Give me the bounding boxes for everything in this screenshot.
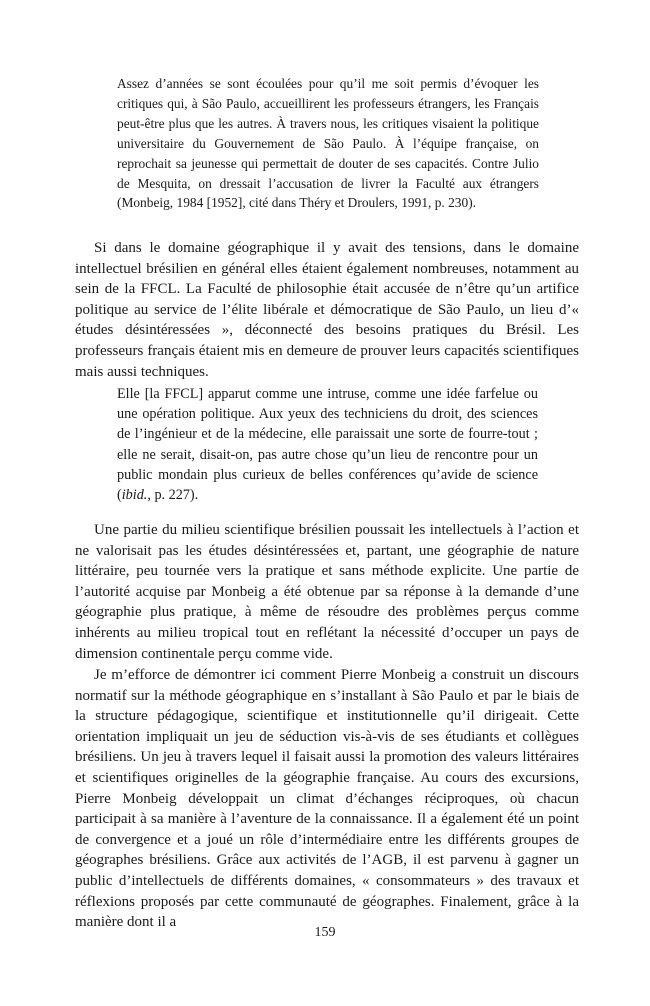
block-quote-ffcl-citation: , p. 227). bbox=[147, 487, 199, 504]
paragraph-tensions: Si dans le domaine géographique il y avait des tensions, dans le domaine intellectuel brésilien en général elles étaient également nombreuses, notamment au sein de la FFCL. La Faculté de philosophie était accusée de n’être qu’un artifice politique au service de l’élite libérale et démocratique de São Paulo, un lieu d’« études désintéressées », déconnecté des besoins pratiques du Brésil. Les professeurs français étaient mis en demeure de prouver leurs capacités scientifiques mais aussi techniques. bbox=[75, 240, 579, 380]
block-quote-monbeig: Assez d’années se sont écoulées pour qu’il me soit permis d’évoquer les critiques qui, à São Paulo, accueillirent les professeurs étrangers, les Français peut-être plus que les autres. À travers nous, les critiques visaient la politique universitaire du Gouvernement de São Paulo. À l’équipe française, on reprochait sa jeunesse qui permettait de douter de ses capacités. Contre Julio de Mesquita, on dressait l’accusation de livrer la Faculté aux étrangers (Monbeig, 1984 [1952], cité dans Théry et Droulers, 1991, p. 230). bbox=[117, 76, 539, 211]
block-quote-ffcl bbox=[117, 384, 538, 505]
block-quote-ffcl-text: Elle [la FFCL] apparut comme une intruse, comme une idée farfelue ou une opération politique. Aux yeux des techniciens du droit, des sciences de l’ingénieur et de la médecine, elle paraissait une sorte de fourre-tout ; elle ne serait, disait-on, pas autre chose qu’un lieu de rencontre pour un public mondain plus curieux de belles conférences qu’avide de science ( bbox=[117, 386, 538, 504]
page-number: 159 bbox=[314, 925, 336, 940]
paragraph-milieu-scientifique: Une partie du milieu scientifique brésilien poussait les intellectuels à l’action et ne valorisait pas les études désintéressées et, partant, une géographie de nature littéraire, peu tournée vers la pratique et sans méthode explicite. Une partie de l’autorité acquise par Monbeig a été obtenue par sa réponse à la demande d’une géographie plus pratique, à même de résoudre des problèmes perçus comme inhérents au milieu tropical tout en reflétant la nécessité d’occuper un pays de dimension continentale perçu comme vide. bbox=[75, 522, 579, 662]
paragraph-monbeig-methode: Je m’efforce de démontrer ici comment Pierre Monbeig a construit un discours normatif sur la méthode géographique en s’installant à São Paulo et par le biais de la structure pédagogique, scientifique et institutionnelle qu’il dirigeait. Cette orientation impliquait un jeu de séduction vis-à-vis de ses étudiants et collègues brésiliens. Un jeu à travers lequel il faisait aussi la promotion des valeurs littéraires et scientifiques originelles de la géographie française. Au cours des excursions, Pierre Monbeig développait un climat d’échanges réciproques, où chacun participait à sa manière à l’aventure de la connaissance. Il a également été un point de convergence et a joué un rôle d’intermédiaire entre les différents groupes de géographes brésiliens. Grâce aux activités de l’AGB, il est parvenu à gagner un public d’intellectuels de différents domaines, « consommateurs » des travaux et réflexions proposés par cette communauté de géographes. Finalement, grâce à la manière dont il a bbox=[75, 667, 579, 931]
ibid-reference: ibid. bbox=[121, 487, 148, 504]
